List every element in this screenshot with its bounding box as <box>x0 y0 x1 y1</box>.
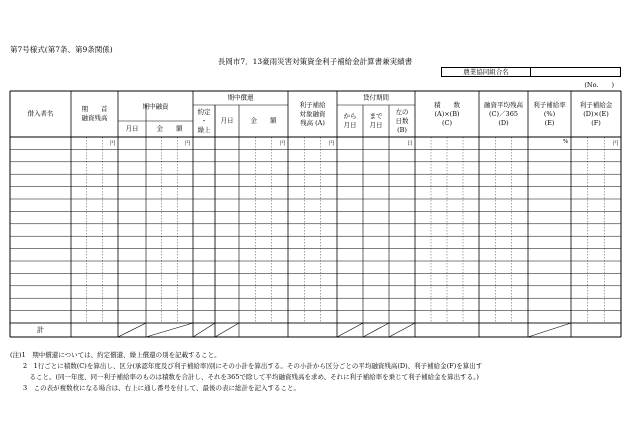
header-financing: 期中融資 <box>142 102 169 111</box>
total-strike <box>146 323 193 337</box>
header-opening-balance: 期 首 融資残高 <box>81 105 108 122</box>
note-line: 3 この表が複数枚になる場合は、右上に通し番号を付して、最後の表に総計を記入すること。 <box>10 384 301 392</box>
header-loan-period: 貸付期間 <box>363 93 389 102</box>
header-repayment: 期中償還 <box>227 93 254 102</box>
header-avg-balance: 融資平均残高 (C)／365 (D) <box>484 100 523 127</box>
header-rate: 利子補給率 (%) (E) <box>533 100 566 127</box>
total-strike <box>389 323 415 337</box>
header-period-to: まで 月日 <box>369 112 383 129</box>
total-strike <box>193 323 215 337</box>
total-strike <box>528 323 571 337</box>
header-period-from: から 月日 <box>343 112 357 129</box>
unit-yen: 円 <box>280 141 286 147</box>
header-subsidy-balance: 利子補給 対象融資 残高 (A) <box>299 100 326 127</box>
unit-percent: % <box>563 139 569 145</box>
unit-days: 日 <box>407 141 413 147</box>
header-financing-date: 月日 <box>125 124 139 133</box>
unit-yen: 円 <box>613 141 619 147</box>
header-borrower: 借入者名 <box>27 109 54 118</box>
unit-yen: 円 <box>110 141 116 147</box>
total-strike <box>363 323 389 337</box>
total-strike <box>215 323 239 337</box>
header-repayment-amount: 金 額 <box>250 116 277 125</box>
total-label: 計 <box>37 326 44 334</box>
notes <box>10 350 482 394</box>
document-title: 長岡市7．13豪雨災害対策資金利子補給金計算書兼実績書 <box>217 57 413 66</box>
header-repayment-type: 約定 ・ 繰上 <box>197 107 211 134</box>
unit-yen: 円 <box>185 141 191 147</box>
header-subsidy-amount: 利子補給金 (D)×(E) (F) <box>579 100 613 127</box>
note-line: 2 1行ごとに積数(C)を算出し、区分(承認年度及び利子補給率)別にその小計を算出する。その小計から区分ごとの平均融資残高(D)、利子補給金(F)を算出す <box>10 362 483 370</box>
note-line: ること。(同一年度、同一利子補給率のものは積数を合計し、それを365で除して平均融資残高を求め、それに利子補給率を乗じて利子補給金を算出する。) <box>10 373 479 381</box>
page-number-label: (No. ) <box>584 81 614 89</box>
note-line: (注)1 期中償還については、約定償還、繰上償還の別を記載すること。 <box>10 351 221 359</box>
header-repayment-date: 月日 <box>220 116 234 125</box>
total-strike <box>337 323 363 337</box>
header-period-days: 左の 日数 (B) <box>395 107 409 134</box>
header-product: 積 数 (A)×(B) (C) <box>434 100 460 127</box>
total-strike <box>118 323 146 337</box>
unit-yen: 円 <box>329 141 335 147</box>
header-financing-amount: 金 額 <box>156 124 183 133</box>
form-number: 第7号様式(第7条、第9条関係) <box>10 45 113 54</box>
association-label: 農業協同組合名 <box>442 68 531 76</box>
